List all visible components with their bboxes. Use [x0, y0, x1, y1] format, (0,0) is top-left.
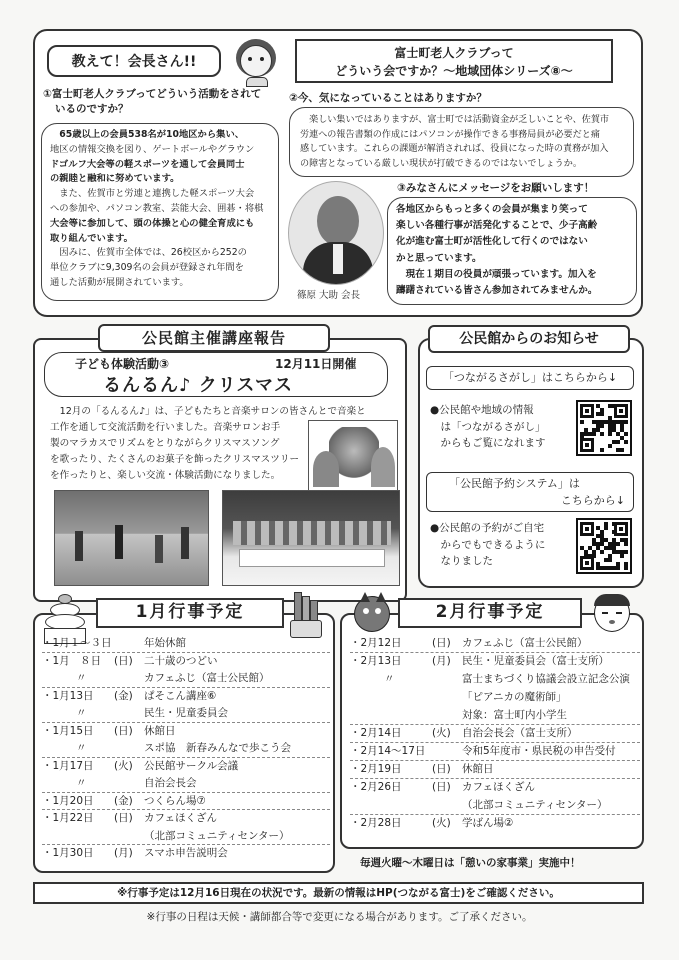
chairman-caption: 篠原 大助 会長 — [297, 290, 361, 301]
kadomatsu-icon — [284, 592, 328, 640]
q3-answer-line: 躊躇されている皆さん参加されてみませんか。 — [396, 285, 598, 297]
event-day-of-week: (日) — [432, 781, 451, 793]
q1-answer-line: 通した活動が展開されています。 — [50, 276, 189, 288]
lecture-body-line: を作ったりと、楽しい交流・体験活動になりました。 — [50, 470, 281, 481]
q2-answer-line: 労連への報告書類の作成にはパソコンが操作できる事務局員が必要だと痛 — [300, 129, 600, 140]
q2-answer-line: 感しています。これらの課題が解消されれば、役員になった時の責務が加入 — [300, 144, 609, 155]
activity-photo-2 — [222, 490, 400, 586]
q1-answer-line: 大会等に参加して、頭の体操と心の健全育成にも — [50, 217, 255, 229]
footer-note-1: ※行事予定は12月16日現在の状況です。最新の情報はHP(つながる富士)をご確認ください。 — [117, 887, 560, 899]
event-row — [350, 762, 640, 779]
event-row — [42, 636, 330, 653]
event-day-of-week: (金) — [114, 689, 133, 702]
lecture-event-title: るんるん♪ クリスマス — [103, 375, 294, 396]
q1-answer-line: 取り組んでいます。 — [50, 232, 133, 244]
q1-answer-line: ドゴルフ大会等の軽スポーツを通して会員同士 — [50, 158, 245, 170]
event-name: （北部コミュニティセンター） — [144, 829, 290, 842]
event-name: 対象：富士町内小学生 — [462, 709, 567, 721]
event-row — [42, 846, 330, 863]
q2-answer-line: の障害となっている厳しい現状が打破できるのではないでしょうか。 — [300, 158, 582, 169]
activity-photo-1 — [54, 490, 209, 586]
event-name: 休館日 — [144, 724, 176, 737]
event-row — [42, 829, 330, 846]
maracas-photo — [308, 420, 398, 492]
event-day-of-week: (月) — [432, 655, 451, 667]
event-date: 〃 — [76, 777, 87, 789]
link1-body-line: ●公民館や地域の情報 — [430, 404, 534, 416]
event-day-of-week: (日) — [114, 724, 133, 737]
q1-answer-line: 因みに、佐賀市全体では、26校区から252の — [59, 247, 247, 259]
event-date: ・1月17日 — [42, 759, 94, 772]
link1-body — [430, 402, 546, 452]
event-name: スポ協 新春みんなで歩こう会 — [144, 742, 291, 754]
event-divider — [42, 757, 330, 758]
event-name: 学ばん場② — [462, 817, 514, 829]
link1-body-line: は「つながるさがし」 — [440, 420, 546, 433]
event-name: カフェふじ（富士公民館） — [144, 672, 270, 684]
q1-answer-line: また、佐賀市と労連と連携した軽スポーツ大会 — [59, 188, 255, 200]
event-name: ぱそこん講座⑥ — [144, 689, 217, 702]
event-row — [42, 671, 330, 688]
event-day-of-week: (日) — [114, 654, 133, 667]
q3-answer-line: 現在１期目の役員が頑張っています。加入を — [405, 268, 597, 280]
event-row — [350, 636, 640, 653]
event-divider — [350, 760, 640, 761]
link2-body-line: なりました — [440, 555, 493, 567]
q1-question: ①富士町老人クラブってどういう活動をされて いるのですか？ — [43, 88, 262, 115]
event-date: ・1月30日 — [42, 847, 94, 859]
notice-section-title: 公民館からのお知らせ — [428, 325, 630, 353]
event-divider — [42, 809, 330, 810]
event-divider — [350, 778, 640, 779]
event-name: 自治会長会 — [144, 777, 197, 789]
series-title-line2: どういう会ですか？～地域団体シリーズ⑧～ — [335, 64, 573, 78]
q3-answer-line: かと思っています。 — [396, 252, 482, 264]
q3-answer-line: 各地区からもっと多くの会員が集まり笑って — [396, 204, 588, 215]
event-row — [42, 811, 330, 828]
event-divider — [350, 652, 640, 653]
event-date: 〃 — [76, 742, 87, 754]
q3-answer-line: 楽しい各種行事が活発化することで、少子高齢 — [396, 220, 598, 232]
qr-code-reservation[interactable] — [576, 518, 632, 574]
event-name: 二十歳のつどい — [144, 654, 218, 667]
event-date: ・2月14日 — [350, 727, 402, 739]
event-name: 民生・児童委員会 — [144, 707, 228, 719]
lecture-body-line: 12月の「るんるん♪」は、子どもたちと音楽サロンの皆さんとで音楽と — [59, 406, 366, 417]
lecture-body-line: 工作を通して交流活動を行いました。音楽サロンお手 — [50, 422, 281, 433]
event-day-of-week: (月) — [114, 847, 133, 859]
q3-question: ③みなさんにメッセージをお願いします！ — [397, 182, 595, 194]
event-row — [350, 672, 640, 689]
lecture-date: 12月11日開催 — [275, 357, 357, 371]
link2-body — [430, 520, 545, 570]
february-events — [350, 636, 640, 836]
event-name: 「ピアニカの魔術師」 — [462, 691, 567, 703]
series-title-line1: 富士町老人クラブって — [394, 46, 514, 60]
event-divider — [42, 687, 330, 688]
event-name: 民生・児童委員会（富士支所） — [462, 655, 609, 667]
event-divider — [42, 844, 330, 845]
q1-answer-line: の親睦と融和に努めています。 — [50, 173, 180, 185]
event-row — [350, 816, 640, 833]
event-name: スマホ申告説明会 — [144, 847, 228, 859]
event-date: ・1月22日 — [42, 812, 94, 824]
event-date: ・1月15日 — [42, 724, 94, 737]
event-row — [350, 708, 640, 725]
event-row — [42, 759, 330, 776]
event-row — [42, 724, 330, 741]
event-name: 休館日 — [462, 763, 494, 775]
event-row — [42, 741, 330, 758]
event-row — [350, 726, 640, 743]
february-title-box: 2月行事予定 — [398, 598, 582, 628]
event-row — [42, 689, 330, 706]
event-date: ・1月20日 — [42, 794, 94, 807]
q2-answer-bubble — [289, 107, 634, 177]
event-name: カフェほくざん — [462, 781, 535, 793]
link1-body-line: からもご覧になれます — [440, 437, 546, 449]
january-events — [42, 636, 330, 866]
event-row — [42, 776, 330, 793]
lecture-subtitle: 子ども体験活動③ — [75, 357, 170, 371]
event-name: つくらん場⑦ — [144, 794, 206, 807]
footer-note-2: ※行事の日程は天候・講師都合等で変更になる場合があります。ご了承ください。 — [146, 911, 533, 923]
lecture-body-line: を歌ったり、たくさんのお菓子を飾ったクリスマスツリー — [50, 454, 300, 465]
event-row — [42, 706, 330, 723]
event-name: 令和5年度市・県民税の申告受付 — [462, 745, 616, 757]
q1-answer-line: 単位クラブに9,309名の会員が登録され年間を — [50, 262, 244, 274]
q2-answer-line: 楽しい集いではありますが、富士町では活動資金が乏しいことや、佐賀市 — [309, 115, 610, 125]
ask-title: 教えて！会長さん!! — [71, 54, 197, 70]
q1-answer-line: への参加や、パソコン教室、芸能大会、囲碁・将棋 — [50, 202, 264, 214]
event-row — [350, 654, 640, 671]
event-divider — [350, 814, 640, 815]
event-divider — [350, 742, 640, 743]
link2-body-line: からでもできるように — [440, 538, 546, 551]
event-row — [42, 794, 330, 811]
event-date: ・1月１～３日 — [42, 637, 112, 649]
event-name: （北部コミュニティセンター） — [462, 799, 608, 811]
interview-box — [33, 29, 643, 317]
q1-answer-bubble — [41, 123, 279, 301]
event-date: 〃 — [76, 672, 87, 684]
q1-answer-line: 地区の情報交換を図り、ゲートボールやグラウン — [50, 143, 255, 155]
q3-answer-bubble — [387, 197, 637, 305]
girl-illustration — [230, 37, 280, 87]
event-divider — [42, 652, 330, 653]
event-name: 自治会長会（富士支所） — [462, 727, 578, 739]
series-title-box — [295, 39, 613, 83]
event-name: 公民館サークル会議 — [144, 759, 239, 772]
event-name: カフェほくざん — [144, 812, 217, 824]
event-day-of-week: (日) — [114, 812, 133, 824]
event-date: ・2月14～17日 — [350, 745, 426, 757]
event-row — [350, 780, 640, 797]
footer-note-1-box — [33, 882, 644, 904]
event-date: 〃 — [76, 707, 87, 719]
qr-code-tsunagaru[interactable] — [576, 400, 632, 456]
january-title-box: 1月行事予定 — [96, 598, 284, 628]
q3-answer-line: 化が進む富士町が活性化して行くのではない — [396, 236, 588, 248]
event-divider — [42, 792, 330, 793]
event-name: 年始休館 — [144, 637, 186, 649]
event-date: ・1月13日 — [42, 689, 94, 702]
event-row — [350, 690, 640, 707]
event-day-of-week: (火) — [114, 759, 133, 772]
event-row — [350, 798, 640, 815]
event-date: ・2月13日 — [350, 655, 402, 667]
event-date: ・1月 ８日 — [42, 654, 102, 667]
event-name: 富士まちづくり協議会設立記念公演 — [462, 673, 630, 685]
q2-question: ②今、気になっていることはありますか？ — [289, 92, 487, 104]
link2-body-line: ●公民館の予約がご自宅 — [430, 522, 545, 534]
q1-answer-line: 65歳以上の会員538名が10地区から集い、 — [59, 129, 245, 140]
event-name: カフェふじ（富士公民館） — [462, 637, 588, 649]
ask-title-bubble — [47, 45, 221, 77]
link1-title-box: 「つながるさがし」はこちらから↓ — [426, 366, 634, 390]
event-day-of-week: (金) — [114, 794, 133, 807]
event-date: 〃 — [384, 673, 395, 685]
event-divider — [350, 724, 640, 725]
okame-icon — [590, 592, 634, 634]
event-date: ・2月28日 — [350, 817, 402, 829]
event-day-of-week: (日) — [432, 763, 451, 775]
chairman-photo — [288, 181, 384, 285]
lecture-title-box — [44, 352, 388, 397]
event-row — [42, 654, 330, 671]
event-day-of-week: (火) — [432, 817, 451, 829]
event-day-of-week: (火) — [432, 727, 451, 739]
lecture-section-title: 公民館主催講座報告 — [98, 324, 330, 352]
event-date: ・2月12日 — [350, 637, 402, 649]
oni-icon — [350, 592, 394, 634]
event-date: ・2月26日 — [350, 781, 402, 793]
event-divider — [42, 722, 330, 723]
link2-title-box: 「公民館予約システム」は こちらから↓ — [426, 472, 634, 512]
weekly-note: 毎週火曜～木曜日は「憩いの家事業」実施中！ — [360, 857, 581, 869]
event-day-of-week: (日) — [432, 637, 451, 649]
event-row — [350, 744, 640, 761]
event-date: ・2月19日 — [350, 763, 402, 775]
lecture-body-line: 製のマラカスでリズムをとりながらクリスマスソング — [50, 438, 280, 449]
